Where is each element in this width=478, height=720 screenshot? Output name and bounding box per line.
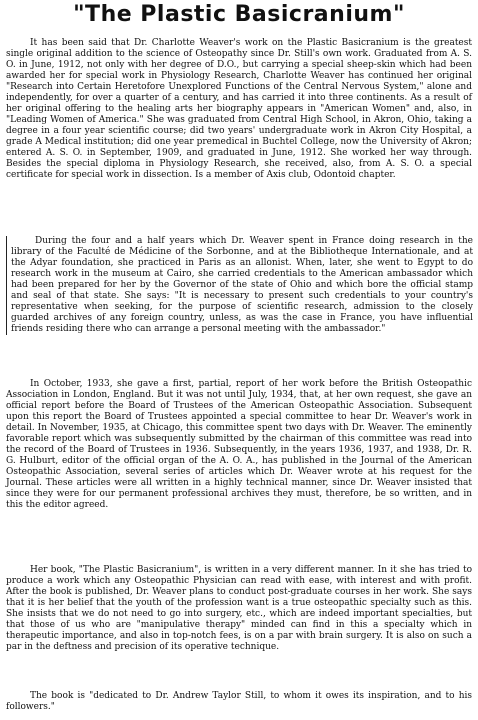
- article-title: "The Plastic Basicranium": [73, 2, 405, 27]
- paragraph-4: Her book, "The Plastic Basicranium", is written in a very different manner. In it she has tried to produce a work which any Osteopathic Physician can read with ease, with interest and with profit. After the book is published, Dr. Weaver plans to conduct post-graduate courses in her work. She says that it is her belief that the youth of the profession want is a true osteopathic specialty such as this. She insists that we do not need to go into surgery, etc., which are indeed important specialties, but that those of us who are "manipulative therapy" minded can find in this a specialty which in therapeutic importance, and also in top-notch fees, is on a par with brain surgery. It is also on such a par in the deftness and precision of its operative technique.: [6, 565, 472, 652]
- paragraph-2: During the four and a half years which Dr. Weaver spent in France doing research in the library of the Faculté de Médicine of the Sorbonne, and at the Bibliotheque Internationale, and at the Adyar foundation, she practiced in Paris as an allonist. When, later, she went to Egypt to do research work in the museum at Cairo, she carried credentials to the American ambassador which had been prepared for her by the Governor of the state of Ohio and which bore the official stamp and seal of that state. She says: "It is necessary to present such credentials to your country's representative when seeking, for the purpose of scientific research, admission to the closely guarded archives of any foreign country, unless, as was the case in France, you have influential friends residing there who can arrange a personal meeting with the ambassador.": [6, 236, 473, 335]
- paragraph-1: It has been said that Dr. Charlotte Weaver's work on the Plastic Basicranium is the greatest single original addition to the science of Osteopathy since Dr. Still's own work. Graduated from A. S. O. in June, 1912, not only with her degree of D.O., but carrying a special sheep-skin which had been awarded her for special work in Physiology Research, Charlotte Weaver has continued her original "Research into Certain Heretofore Unexplored Functions of the Central Nervous System," alone and independently, for over a quarter of a century, and has carried it into three continents. As a result of her original offering to the healing arts her biography appears in "American Women" and, also, in "Leading Women of America." She was graduated from Central High School, in Akron, Ohio, taking a degree in a four year scientific course; did two years' undergraduate work in Akron City Hospital, a grade A Medical institution; did one year premedical in Buchtel College, now the University of Akron; entered A. S. O. in September, 1909, and graduated in June, 1912. She worked her way through. Besides the special diploma in Physiology Research, she received, also, from A. S. O. a special certificate for special work in dissection. Is a member of Axis club, Odontoid chapter.: [6, 38, 472, 180]
- paragraph-5: The book is "dedicated to Dr. Andrew Taylor Still, to whom it owes its inspiration, and to his followers.": [6, 691, 472, 712]
- paragraph-3: In October, 1933, she gave a first, partial, report of her work before the British Osteopathic Association in London, England. But it was not until July, 1934, that, at her own request, she gave an official report before the Board of Trustees of the American Osteopathic Association. Subsequent upon this report the Board of Trustees appointed a special committee to hear Dr. Weaver's work in detail. In November, 1935, at Chicago, this committee spent two days with Dr. Weaver. The eminently favorable report which was subsequently submitted by the chairman of this committee was read into the record of the Board of Trustees in 1936. Subsequently, in the years 1936, 1937, and 1938, Dr. R. G. Hulburt, editor of the official organ of the A. O. A., has published in the Journal of the American Osteopathic Association, several series of articles which Dr. Weaver wrote at his request for the Journal. These articles were all written in a highly technical manner, since Dr. Weaver insisted that since they were for our permanent professional archives they must, therefore, be so written, and in this the editor agreed.: [6, 379, 472, 510]
